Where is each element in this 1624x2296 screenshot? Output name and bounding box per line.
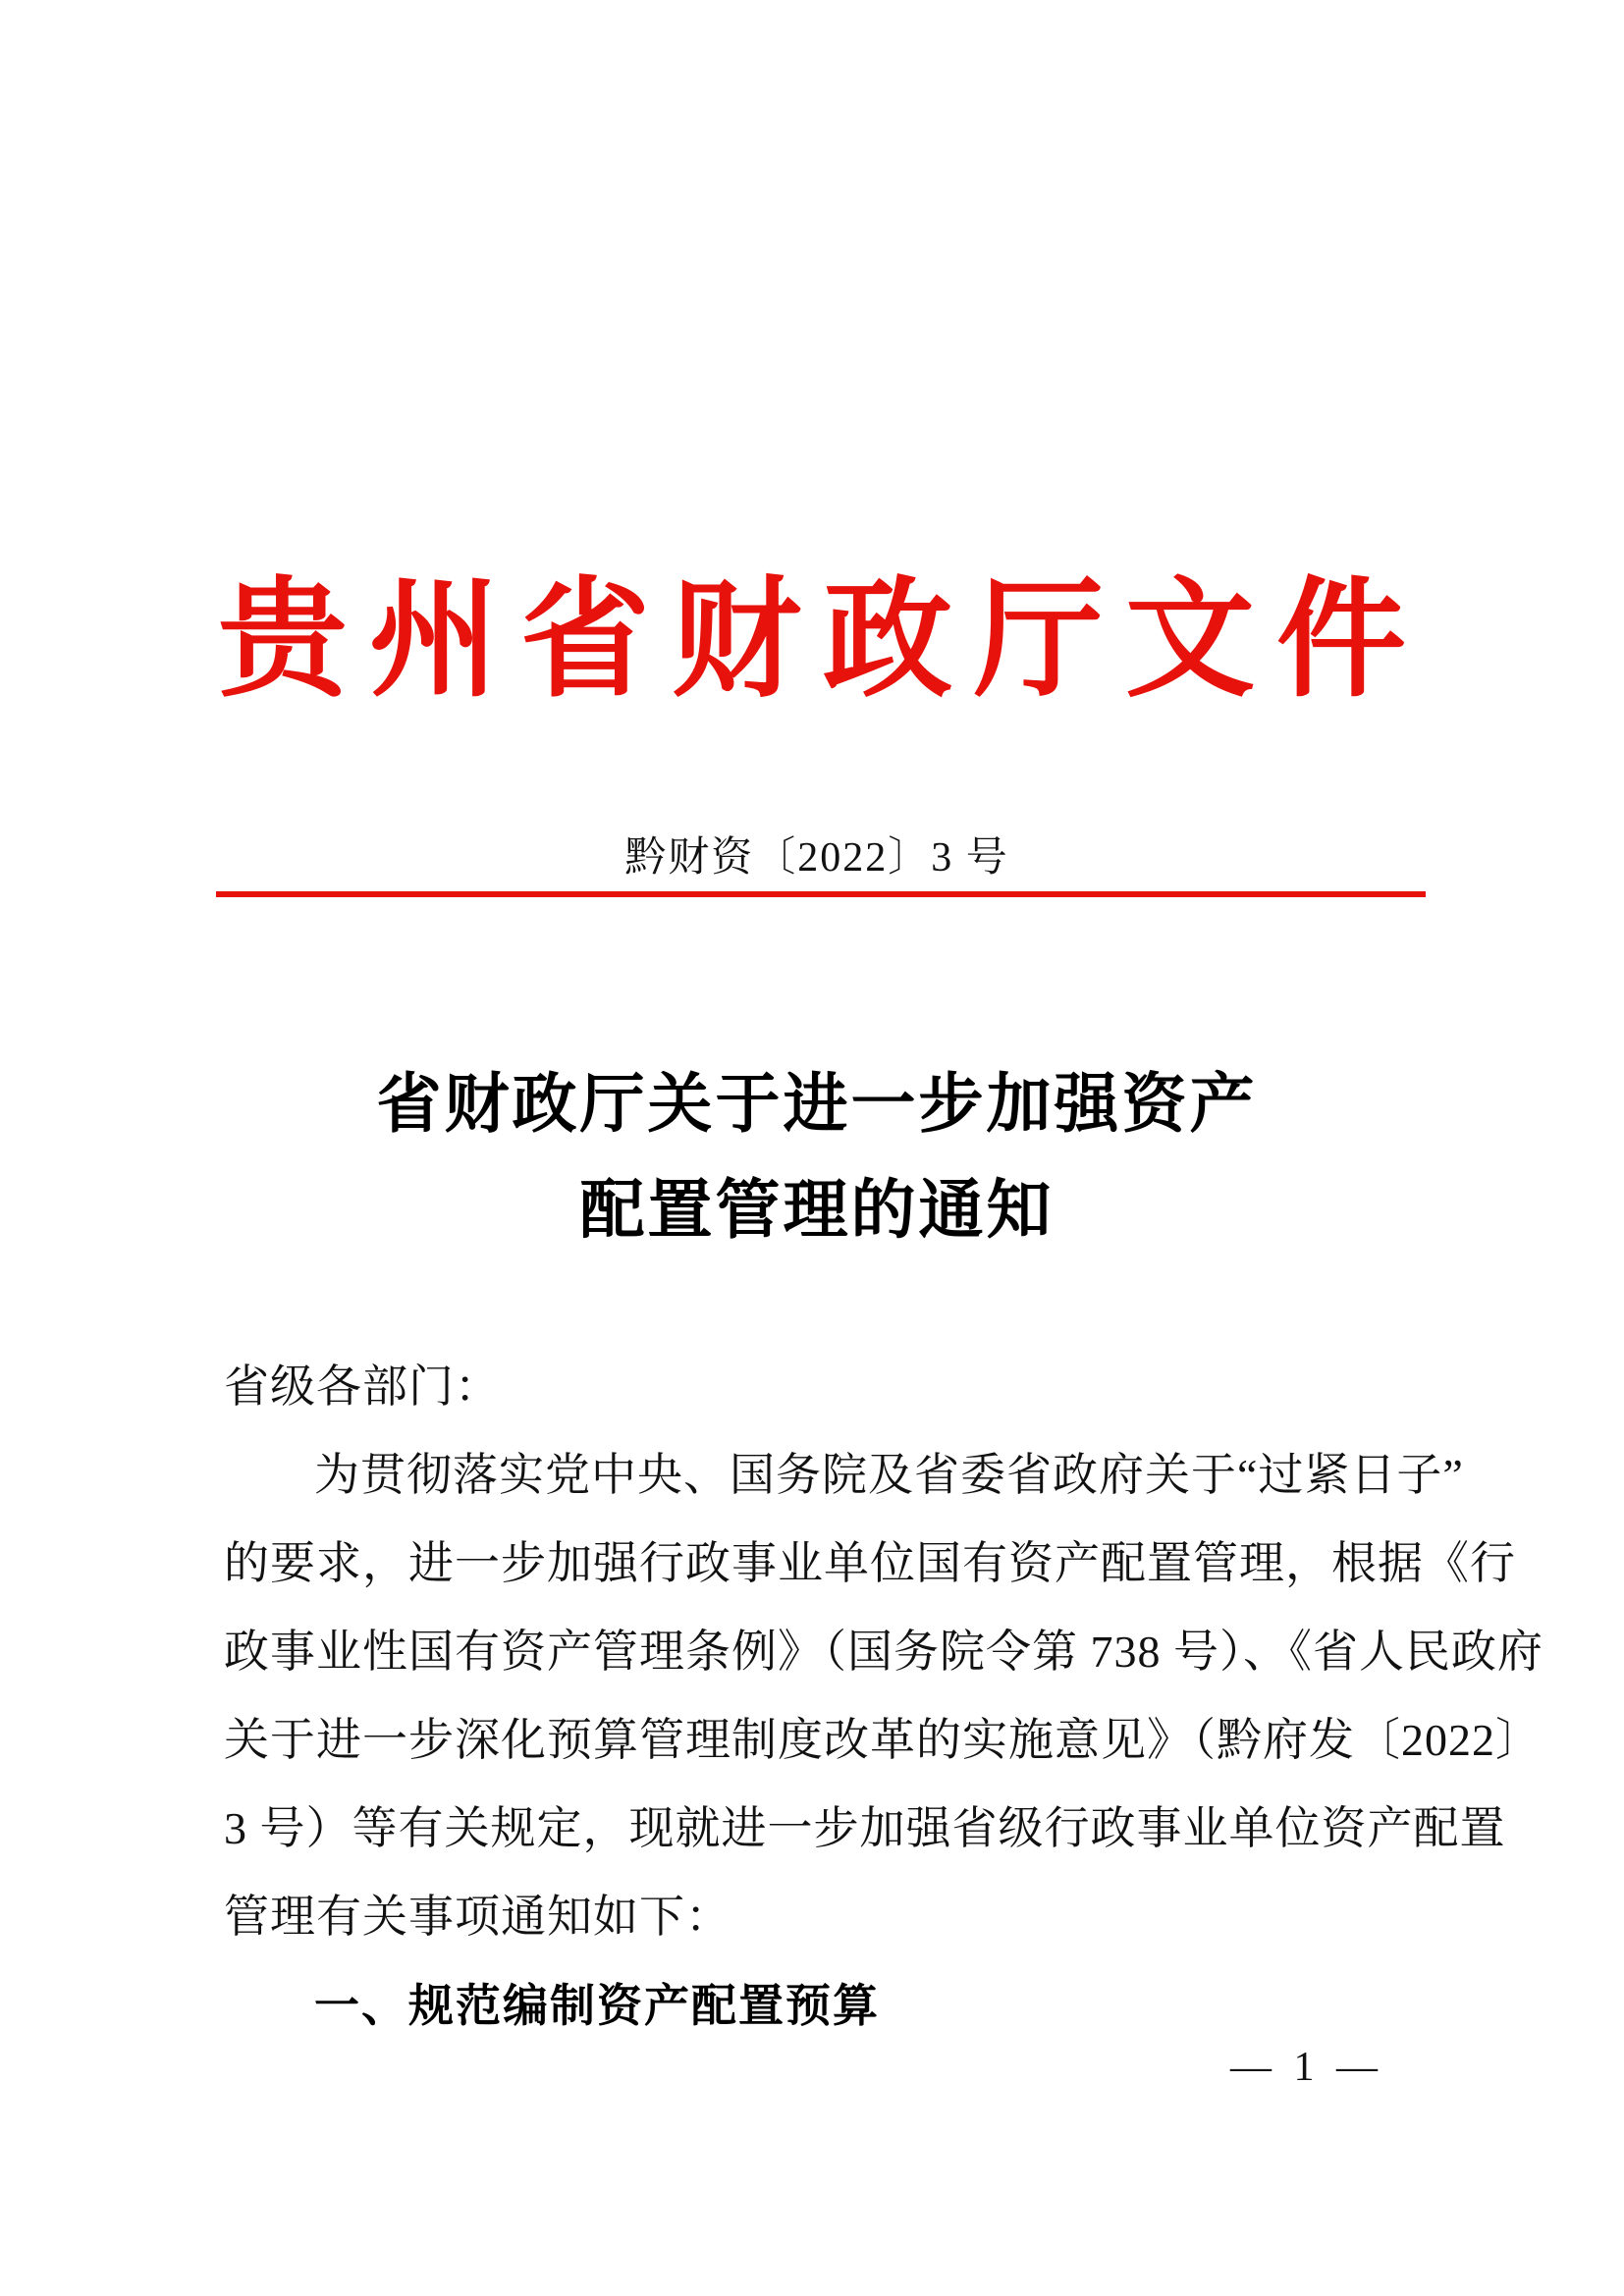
salutation: 省级各部门：: [224, 1362, 501, 1412]
red-divider-line: [216, 891, 1426, 897]
body-line-5: 3 号）等有关规定，现就进一步加强省级行政事业单位资产配置: [224, 1803, 1506, 1853]
page-number: — 1 —: [1230, 2045, 1383, 2090]
letterhead-title: 贵州省财政厅文件: [218, 568, 1428, 713]
document-title-line2: 配置管理的通知: [579, 1175, 1055, 1247]
body-line-6: 管理有关事项通知如下：: [224, 1892, 731, 1942]
section-heading: 一、规范编制资产配置预算: [314, 1980, 880, 2031]
document-title: [208, 1052, 1426, 1264]
body-line-2: 的要求，进一步加强行政事业单位国有资产配置管理，根据《行: [224, 1538, 1516, 1588]
body-line-3: 政事业性国有资产管理条例》（国务院令第 738 号）、《省人民政府: [224, 1627, 1543, 1677]
document-number: 黔财资〔2022〕3 号: [624, 835, 1009, 881]
body-line-1: 为贯彻落实党中央、国务院及省委省政府关于“过紧日子”: [314, 1450, 1464, 1500]
document-title-line1: 省财政厅关于进一步加强资产: [376, 1069, 1258, 1141]
body-line-4: 关于进一步深化预算管理制度改革的实施意见》（黔府发〔2022〕: [224, 1715, 1542, 1765]
document-body: [224, 1343, 1543, 2050]
